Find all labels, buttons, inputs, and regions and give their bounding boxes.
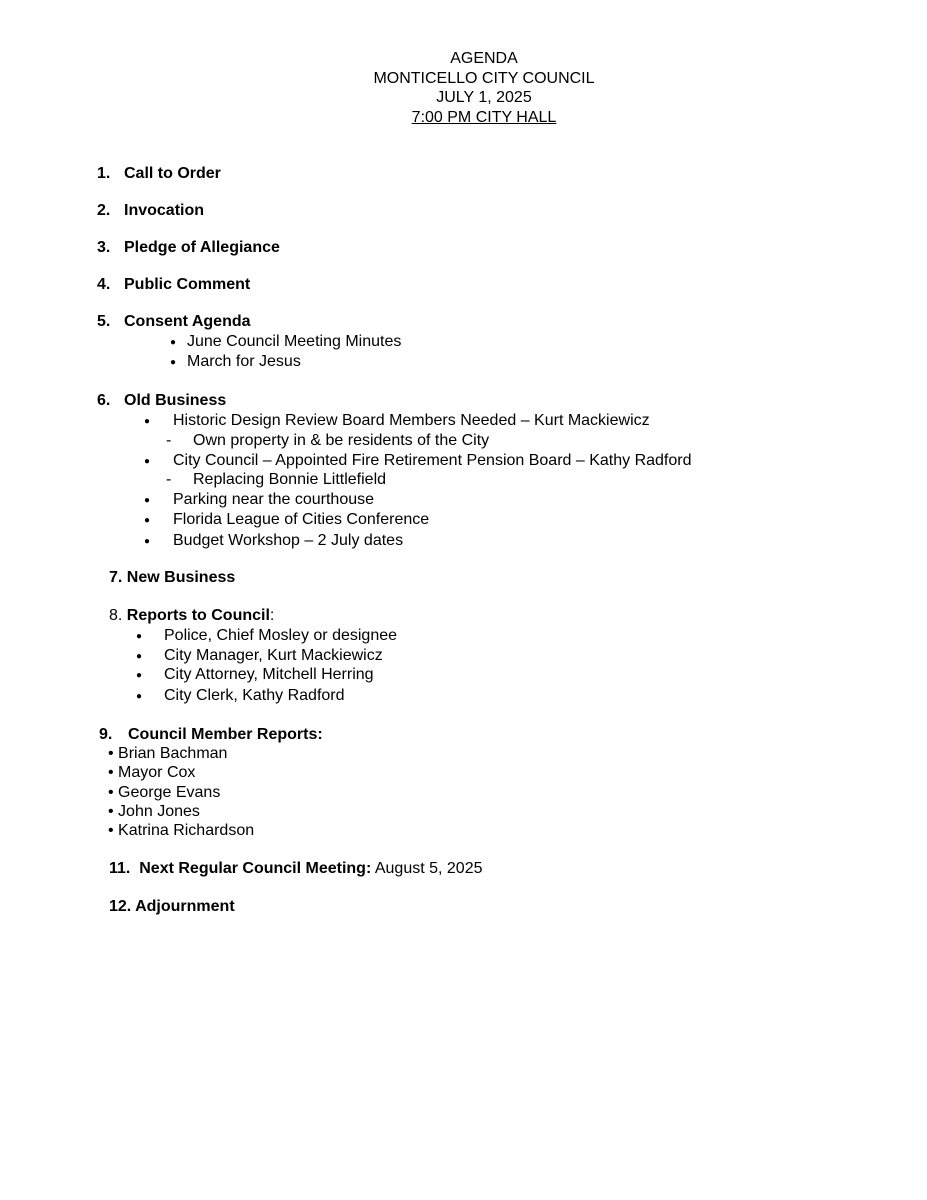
bullet-icon: ● [144,456,151,467]
bullet-icon: ● [170,337,177,348]
bullet-icon: ● [170,357,177,368]
old-business-budget-workshop: Budget Workshop – 2 July dates [173,532,404,549]
bullet-icon: ● [144,536,151,547]
bullet-icon: ● [144,495,151,506]
old-business-historic-board-note: Own property in & be residents of the City [193,432,490,449]
bullet-icon: ● [136,670,143,681]
member-george-evans: • George Evans [108,784,221,801]
dash-icon: - [166,471,172,488]
item-council-member-reports: Council Member Reports: [128,726,323,743]
report-city-manager: City Manager, Kurt Mackiewicz [164,647,383,664]
item-9-number: 9. [99,726,113,743]
item-3-number: 3. [97,239,111,256]
report-city-clerk: City Clerk, Kathy Radford [164,687,345,704]
member-katrina-richardson: • Katrina Richardson [108,822,255,839]
item-5-number: 5. [97,313,111,330]
consent-march-for-jesus: March for Jesus [187,353,301,370]
old-business-parking: Parking near the courthouse [173,491,375,508]
consent-june-minutes: June Council Meeting Minutes [187,333,402,350]
old-business-pension-board: City Council – Appointed Fire Retirement Pension Board – Kathy Radford [173,452,692,469]
item-pledge: Pledge of Allegiance [124,239,280,256]
meeting-time-location: 7:00 PM CITY HALL [411,108,557,126]
bullet-icon: ● [144,416,151,427]
bullet-icon: ● [136,651,143,662]
member-john-jones: • John Jones [108,803,200,820]
item-old-business: Old Business [124,392,227,409]
report-police: Police, Chief Mosley or designee [164,627,398,644]
item-2-number: 2. [97,202,111,219]
item-public-comment: Public Comment [124,276,251,293]
item-4-number: 4. [97,276,111,293]
bullet-icon: ● [144,515,151,526]
item-reports-to-council: 8. Reports to Council: [109,607,275,624]
member-mayor-cox: • Mayor Cox [108,764,196,781]
dash-icon: - [166,432,172,449]
old-business-pension-board-note: Replacing Bonnie Littlefield [193,471,387,488]
item-call-to-order: Call to Order [124,165,221,182]
item-invocation: Invocation [124,202,205,219]
bullet-icon: ● [136,631,143,642]
item-6-number: 6. [97,392,111,409]
item-new-business: 7. New Business [109,569,236,586]
agenda-title: AGENDA [450,50,518,67]
item-next-meeting: 11. Next Regular Council Meeting: August 5, 2025 [109,860,483,877]
report-city-attorney: City Attorney, Mitchell Herring [164,666,374,683]
item-1-number: 1. [97,165,111,182]
bullet-icon: ● [136,691,143,702]
item-adjournment: 12. Adjournment [109,898,235,915]
member-brian-bachman: • Brian Bachman [108,745,228,762]
meeting-date: JULY 1, 2025 [436,89,532,106]
old-business-historic-board: Historic Design Review Board Members Needed – Kurt Mackiewicz [173,412,650,429]
old-business-league-conference: Florida League of Cities Conference [173,511,430,528]
item-consent-agenda: Consent Agenda [124,313,251,330]
council-name: MONTICELLO CITY COUNCIL [373,69,595,87]
